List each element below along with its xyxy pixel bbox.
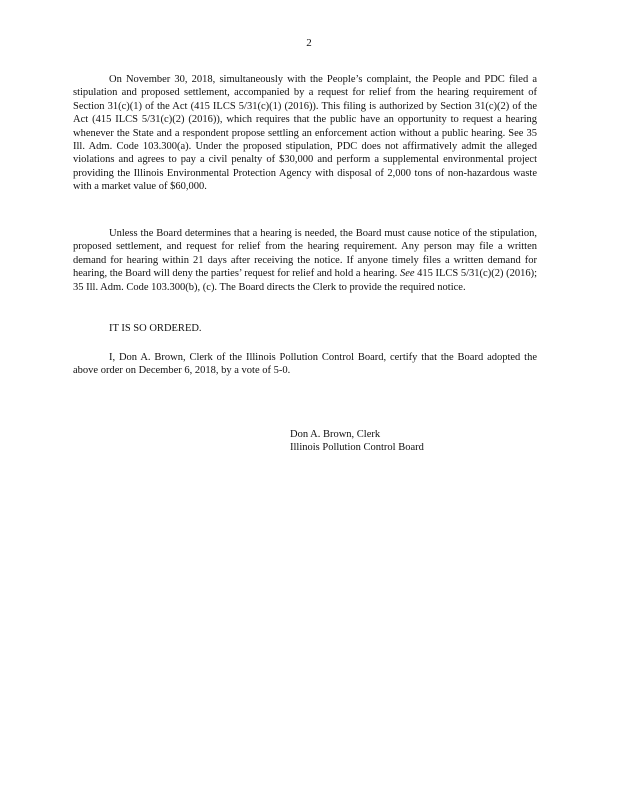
paragraph-notice-citation: 415 ILCS 5/31(c)(2) (2016); 35 Ill. Adm. Code 103.300(b), (c). The Board directs the Clerk to provide the required notice. xyxy=(73,268,537,293)
signature-organization: Illinois Pollution Control Board xyxy=(290,442,424,454)
paragraph-notice-text: Unless the Board determines that a hearing is needed, the Board must cause notice of the stipulation, proposed settlement, and request for relief from the hearing requirement. Any person may file a written demand for hearing within 21 days after receiving the notice. If anyone timely files a written demand for hearing, the Board will deny the parties’ request for relief and hold a hearing. xyxy=(73,228,537,280)
paragraph-notice xyxy=(73,227,537,294)
page-number: 2 xyxy=(306,37,312,49)
signature-block xyxy=(290,428,424,455)
paragraph-settlement: On November 30, 2018, simultaneously with the People’s complaint, the People and PDC filed a stipulation and proposed settlement, accompanied by a request for relief from the hearing requirement of Section 31(c)(1) of the Act (415 ILCS 5/31(c)(1) (2016)). This filing is authorized by Section 31(c)(2) of the Act (415 ILCS 5/31(c)(2) (2016)), which requires that the public have an opportunity to request a hearing whenever the State and a respondent propose settling an enforcement action without a public hearing. See 35 Ill. Adm. Code 103.300(a). Under the proposed stipulation, PDC does not affirmatively admit the alleged violations and agrees to pay a civil penalty of $30,000 and perform a supplemental environmental project providing the Illinois Environmental Protection Agency with disposal of 2,000 tons of non-hazardous waste with a market value of $60,000. xyxy=(73,74,537,193)
signature-name: Don A. Brown, Clerk xyxy=(290,429,381,440)
so-ordered-line: IT IS SO ORDERED. xyxy=(109,323,202,334)
see-citation-signal: See xyxy=(399,268,415,280)
clerk-certification: I, Don A. Brown, Clerk of the Illinois Pollution Control Board, certify that the Board adopted the above order on December 6, 2018, by a vote of 5-0. xyxy=(73,352,537,377)
